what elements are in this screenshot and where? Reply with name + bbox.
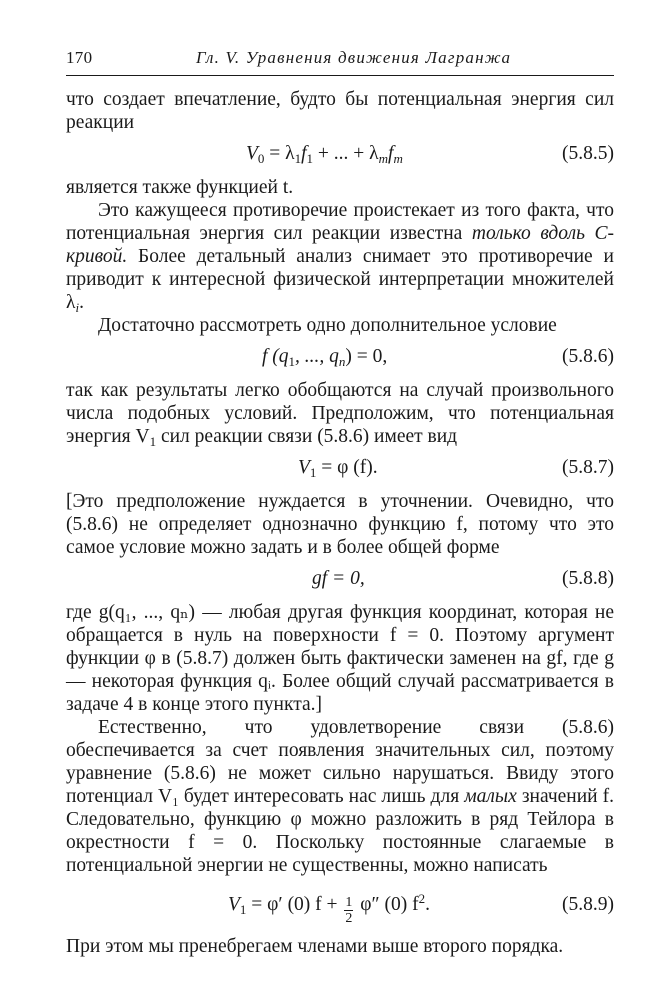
paragraph-9: При этом мы пренебрегаем членами выше второго порядка. (66, 936, 564, 957)
paragraph-6: [Это предположение нуждается в уточнении. Очевидно, что (5.8.6) не определяет однозначно функцию f, потому что это самое условие можно задать и в более общей форме (66, 491, 614, 558)
page-body (66, 88, 614, 958)
header-rule (66, 75, 614, 76)
paragraph-2: является также функцией t. (66, 177, 294, 198)
running-header (66, 48, 613, 72)
equation-formula: $V_1 = \varphi'$ (0) f + $\frac{1}{2}$ φ″ (0) $f^2$. (228, 891, 431, 926)
paragraph-8: Естественно, что удовлетворение связи (5.8.6) обеспечивается за счет появления значительных сил, поэтому уравнение (5.8.6) не может сильно нарушаться. Ввиду этого потенциал V₁ будет интересовать нас лишь для малых значений f. Следовательно, функцию φ можно разложить в ряд Тейлора в окрестности f = 0. Поскольку постоянные слагаемые в потенциальной энергии не существенны, можно написать (66, 717, 615, 876)
fraction-one-half: $\frac{1}{2}$ (345, 895, 353, 926)
equation-formula: $V_0 = \lambda_1f_1$ + ... + $\lambda_mf_m$ (246, 143, 403, 166)
equation-5-8-9 (66, 877, 614, 935)
running-title: Гл. V. Уравнения движения Лагранжа (196, 48, 512, 67)
equation-5-8-8 (66, 559, 614, 601)
paragraph-1: что создает впечатление, будто бы потенциальная энергия сил реакции (66, 89, 614, 133)
equation-formula: f ($q_1$, ..., $q_n) = 0$, (262, 346, 388, 369)
equation-formula: $V_1 = \varphi$ (f). (298, 457, 378, 480)
equation-5-8-6 (66, 337, 614, 379)
equation-number: (5.8.5) (562, 143, 614, 164)
paragraph-3: Это кажущееся противоречие проистекает из того факта, что потенциальная энергия сил реакции известна только вдоль C-кривой. Более детальный анализ снимает это противоречие и приводит к интересной физической интерпретации множителей $\lambda_i$. (66, 200, 615, 315)
equation-number: (5.8.6) (562, 346, 614, 367)
paragraph-4: Достаточно рассмотреть одно дополнительное условие (98, 315, 557, 336)
equation-5-8-5 (66, 134, 614, 176)
page-number: 170 (66, 48, 93, 67)
equation-number: (5.8.9) (562, 894, 614, 915)
paragraph-7: где g(q₁, ..., qₙ) — любая другая функция координат, которая не обращается в нуль на поверхности f = 0. Поэтому аргумент функции φ в (5.8.7) должен быть фактически заменен на gf, где g — некоторая функция qᵢ. Более общий случай рассматривается в задаче 4 в конце этого пункта.] (66, 602, 614, 715)
equation-formula: gf = 0, (312, 568, 365, 589)
equation-number: (5.8.8) (562, 568, 614, 589)
equation-number: (5.8.7) (562, 457, 614, 478)
paragraph-5: так как результаты легко обобщаются на случай произвольного числа подобных условий. Предположим, что потенциальная энергия $V_1$ сил реакции связи (5.8.6) имеет вид (66, 380, 614, 449)
equation-5-8-7 (66, 448, 614, 490)
